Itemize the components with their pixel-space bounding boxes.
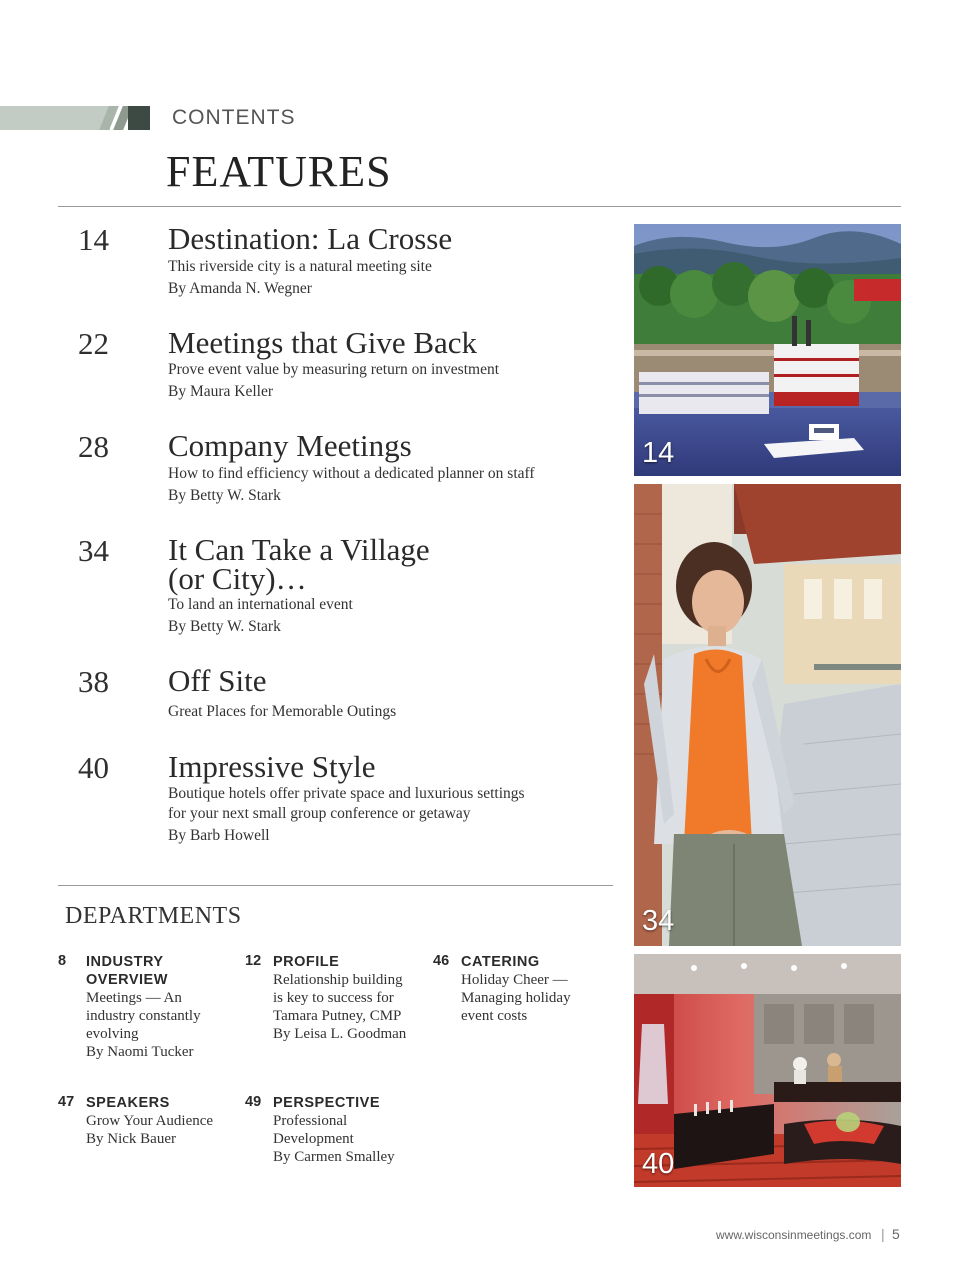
footer-separator: | bbox=[881, 1226, 885, 1242]
feature-title[interactable]: It Can Take a Village bbox=[168, 532, 430, 567]
department-heading: INDUSTRY bbox=[86, 954, 164, 970]
riverboat-photo[interactable] bbox=[634, 224, 901, 476]
feature-page-number: 38 bbox=[78, 664, 109, 699]
department-heading: PROFILE bbox=[273, 954, 340, 970]
footer-url[interactable]: www.wisconsinmeetings.com bbox=[716, 1228, 872, 1242]
feature-page-number: 14 bbox=[78, 222, 109, 257]
feature-title[interactable]: Destination: La Crosse bbox=[168, 221, 453, 256]
feature-title[interactable]: Meetings that Give Back bbox=[168, 325, 478, 360]
feature-title[interactable]: Off Site bbox=[168, 663, 267, 698]
department-description: Development bbox=[273, 1131, 354, 1147]
feature-description: How to find efficiency without a dedicated planner on staff bbox=[168, 465, 535, 482]
department-item[interactable] bbox=[86, 953, 236, 1061]
department-description: Tamara Putney, CMP bbox=[273, 1008, 402, 1024]
department-description: evolving bbox=[86, 1026, 139, 1042]
department-heading: SPEAKERS bbox=[86, 1095, 170, 1111]
department-description: Meetings — An bbox=[86, 990, 182, 1006]
feature-title[interactable]: Impressive Style bbox=[168, 749, 376, 784]
feature-description: Prove event value by measuring return on investment bbox=[168, 361, 500, 378]
header-accent-bar bbox=[0, 106, 110, 130]
portrait-illustration bbox=[634, 484, 901, 946]
department-description: Managing holiday bbox=[461, 990, 571, 1006]
divider bbox=[58, 206, 901, 207]
department-heading: OVERVIEW bbox=[86, 972, 168, 988]
header-accent-block bbox=[128, 106, 150, 130]
feature-description: Great Places for Memorable Outings bbox=[168, 703, 397, 720]
feature-page-number: 28 bbox=[78, 429, 109, 464]
feature-byline: By Betty W. Stark bbox=[168, 487, 281, 504]
department-item[interactable] bbox=[461, 953, 611, 1025]
department-byline: By Naomi Tucker bbox=[86, 1044, 194, 1060]
feature-byline: By Amanda N. Wegner bbox=[168, 280, 312, 297]
feature-page-number: 34 bbox=[78, 533, 109, 568]
photo-page-label: 14 bbox=[642, 437, 675, 469]
department-page-number: 8 bbox=[58, 953, 67, 969]
department-byline: By Leisa L. Goodman bbox=[273, 1026, 407, 1042]
department-description: Holiday Cheer — bbox=[461, 972, 568, 988]
department-item[interactable] bbox=[86, 1094, 236, 1148]
feature-title-continued[interactable]: (or City)… bbox=[168, 561, 307, 596]
footer-page-number: 5 bbox=[892, 1226, 900, 1242]
department-page-number: 46 bbox=[433, 953, 450, 969]
department-byline: By Carmen Smalley bbox=[273, 1149, 395, 1165]
photo-page-label: 40 bbox=[642, 1148, 675, 1180]
departments-title: DEPARTMENTS bbox=[65, 903, 242, 929]
feature-description: Boutique hotels offer private space and luxurious settings bbox=[168, 785, 525, 802]
portrait-photo[interactable] bbox=[634, 484, 901, 946]
feature-description: This riverside city is a natural meeting site bbox=[168, 258, 432, 275]
department-heading: CATERING bbox=[461, 954, 540, 970]
department-page-number: 47 bbox=[58, 1094, 75, 1110]
department-page-number: 12 bbox=[245, 953, 262, 969]
page-title: FEATURES bbox=[166, 147, 392, 196]
department-byline: By Nick Bauer bbox=[86, 1131, 176, 1147]
photo-page-label: 34 bbox=[642, 905, 675, 937]
department-description: Relationship building bbox=[273, 972, 403, 988]
department-description: Grow Your Audience bbox=[86, 1113, 214, 1129]
department-heading: PERSPECTIVE bbox=[273, 1095, 381, 1111]
feature-byline: By Barb Howell bbox=[168, 827, 270, 844]
department-item[interactable] bbox=[273, 1094, 428, 1166]
feature-byline: By Betty W. Stark bbox=[168, 618, 281, 635]
feature-page-number: 22 bbox=[78, 326, 109, 361]
feature-description: for your next small group conference or getaway bbox=[168, 805, 471, 822]
department-description: is key to success for bbox=[273, 990, 394, 1006]
section-label: CONTENTS bbox=[172, 106, 296, 129]
department-description: event costs bbox=[461, 1008, 528, 1024]
feature-description: To land an international event bbox=[168, 596, 353, 613]
department-page-number: 49 bbox=[245, 1094, 262, 1110]
feature-title[interactable]: Company Meetings bbox=[168, 428, 412, 463]
feature-byline: By Maura Keller bbox=[168, 383, 274, 400]
department-description: industry constantly bbox=[86, 1008, 201, 1024]
feature-page-number: 40 bbox=[78, 750, 109, 785]
department-item[interactable] bbox=[273, 953, 428, 1043]
divider bbox=[58, 885, 613, 886]
department-description: Professional bbox=[273, 1113, 348, 1129]
banquet-room-photo[interactable] bbox=[634, 954, 901, 1187]
